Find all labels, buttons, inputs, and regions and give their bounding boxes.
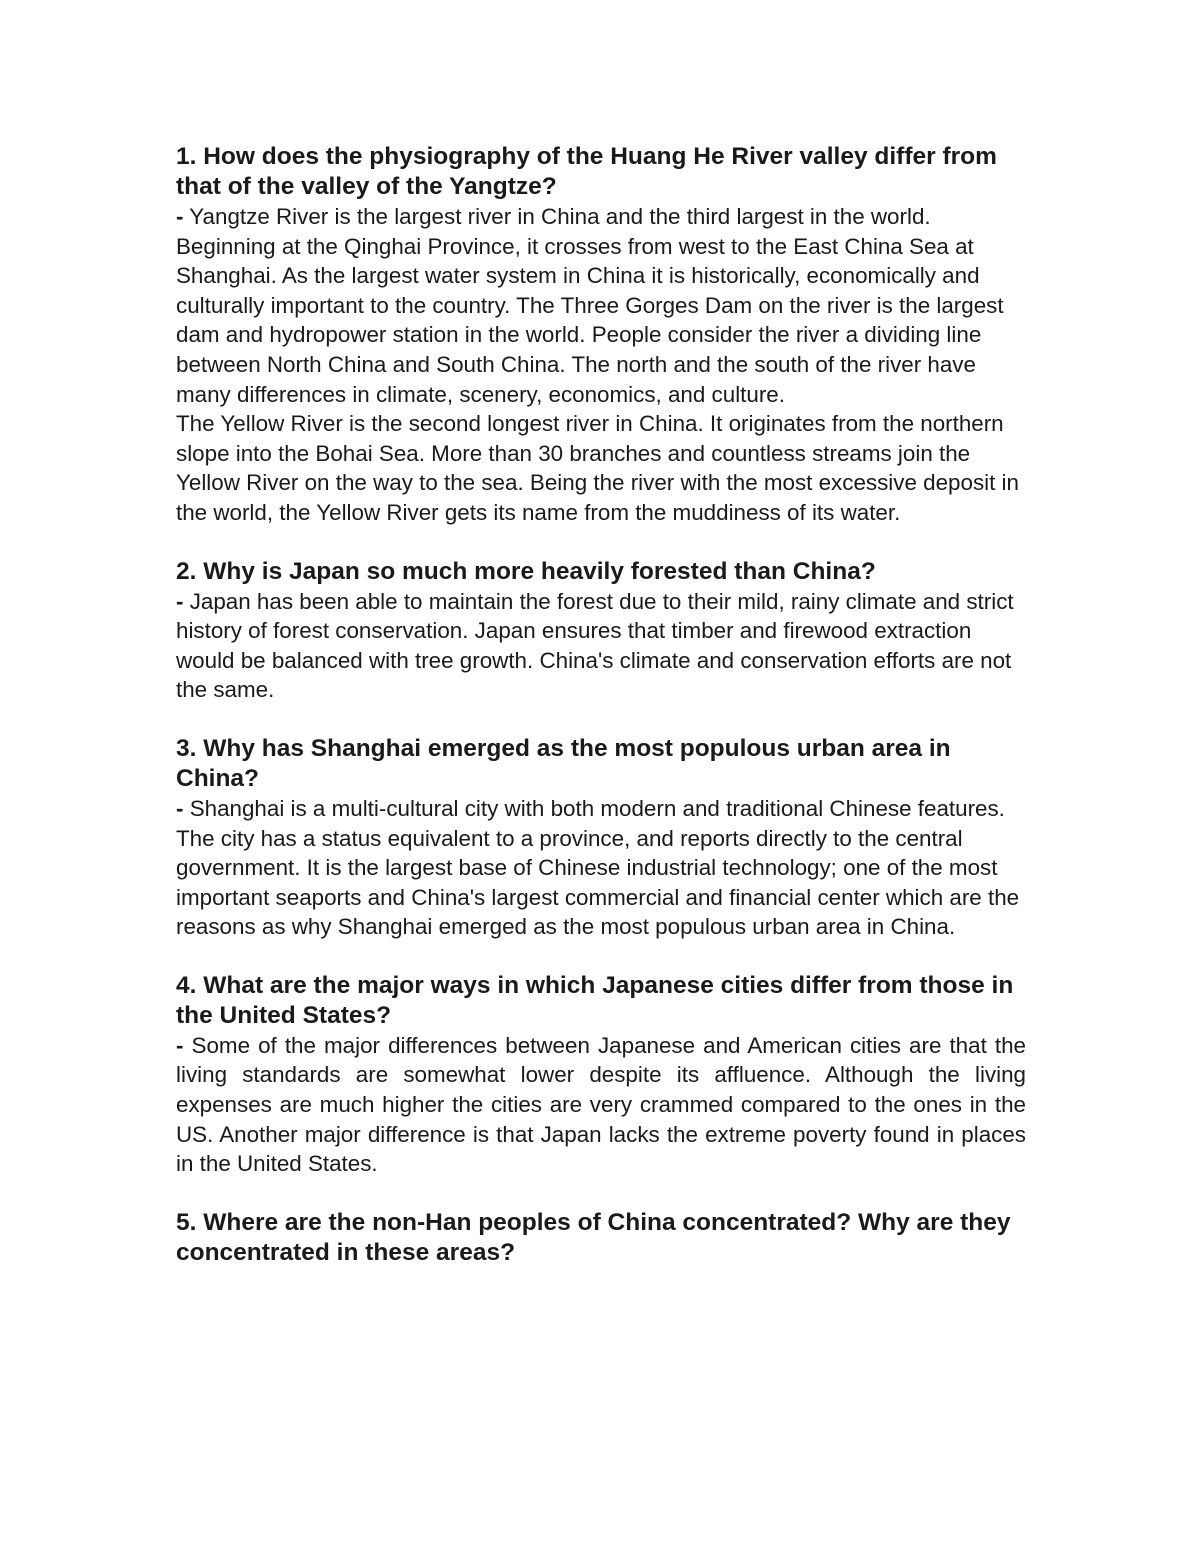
answer-dash: -	[176, 795, 184, 821]
answer-dash: -	[176, 204, 184, 229]
answer-4-text: Some of the major differences between Japanese and American cities are that the living standards are somewhat lower despite its affluence. Although the living expenses are much higher the cities are very crammed compared to the ones in the US. Another major difference is that Japan lacks the extreme poverty found in places in the United States.	[176, 1032, 1026, 1177]
question-2: 2. Why is Japan so much more heavily forested than China?	[176, 557, 876, 585]
answer-2	[176, 587, 1026, 705]
answer-3	[176, 794, 1026, 942]
question-3: 3. Why has Shanghai emerged as the most populous urban area in China?	[176, 734, 951, 792]
answer-dash: -	[176, 588, 184, 614]
qa-item-1	[176, 142, 1026, 528]
question-4: 4. What are the major ways in which Japanese cities differ from those in the United States?	[176, 971, 1014, 1029]
qa-item-2	[176, 557, 1026, 705]
answer-1-text: Yangtze River is the largest river in China and the third largest in the world. Beginning at the Qinghai Province, it crosses from west to the East China Sea at Shanghai. As the largest water system in China it is historically, economically and culturally important to the country. The Three Gorges Dam on the river is the largest dam and hydropower station in the world. People consider the river a dividing line between North China and South China. The north and the south of the river have many differences in climate, scenery, economics, and culture.	[176, 204, 1004, 407]
question-1: 1. How does the physiography of the Huang He River valley differ from that of the valley of the Yangtze?	[176, 143, 997, 200]
answer-3-text: Shanghai is a multi-cultural city with both modern and traditional Chinese features. The city has a status equivalent to a province, and reports directly to the central government. It is the largest base of Chinese industrial technology; one of the most important seaports and China's largest commercial and financial center which are the reasons as why Shanghai emerged as the most populous urban area in China.	[176, 795, 1020, 940]
document-page	[176, 142, 1026, 1297]
answer-dash: -	[176, 1032, 184, 1058]
answer-1-continued: The Yellow River is the second longest river in China. It originates from the northern slope into the Bohai Sea. More than 30 branches and countless streams join the Yellow River on the way to the sea. Being the river with the most excessive deposit in the world, the Yellow River gets its name from the muddiness of its water.	[176, 411, 1019, 525]
qa-item-4	[176, 971, 1026, 1179]
qa-item-3	[176, 734, 1026, 942]
answer-4	[176, 1031, 1026, 1179]
question-5: 5. Where are the non-Han peoples of China concentrated? Why are they concentrated in these areas?	[176, 1208, 1011, 1266]
answer-1	[176, 202, 1026, 409]
qa-item-5	[176, 1208, 1026, 1268]
answer-2-text: Japan has been able to maintain the forest due to their mild, rainy climate and strict history of forest conservation. Japan ensures that timber and firewood extraction would be balanced with tree growth. China's climate and conservation efforts are not the same.	[176, 588, 1014, 703]
